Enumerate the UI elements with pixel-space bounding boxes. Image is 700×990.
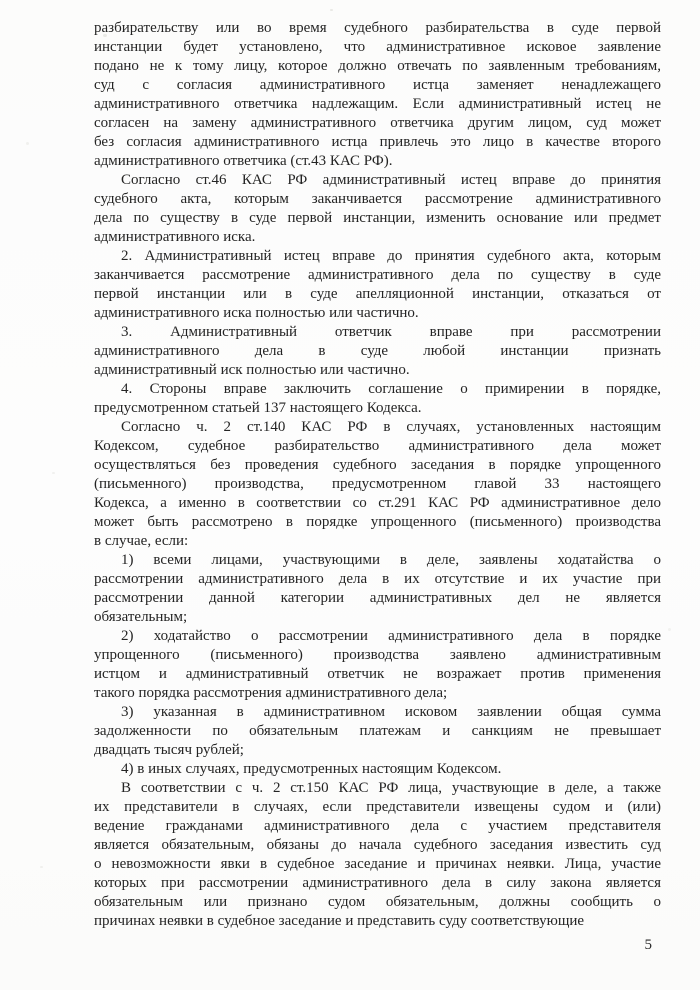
text-line: двадцать тысяч рублей; — [94, 742, 244, 758]
text-line: административного ответчика надлежащим. Если административный истец не — [94, 96, 661, 112]
text-line: обязательным; — [94, 609, 188, 625]
paragraph — [94, 19, 661, 171]
text-line: их представители в случаях, если представители извещены судом и (или) — [94, 799, 661, 815]
paragraph — [94, 380, 661, 418]
paragraph — [94, 703, 661, 760]
text-line: обязательным или признано судом обязательным, должны сообщить о — [94, 894, 661, 910]
paragraph — [94, 627, 661, 703]
document-text-block — [94, 19, 661, 931]
scan-speckle — [40, 866, 43, 868]
paragraph — [94, 551, 661, 627]
paragraph — [94, 171, 661, 247]
text-line: которых при рассмотрении административного дела в силу закона является — [94, 875, 661, 891]
text-line: В соответствии с ч. 2 ст.150 КАС РФ лица, участвующие в деле, а также — [121, 780, 661, 796]
paragraph — [94, 760, 661, 779]
text-line: в случае, если: — [94, 533, 189, 549]
text-line: Согласно ст.46 КАС РФ административный истец вправе до принятия — [121, 172, 661, 188]
paragraph — [94, 418, 661, 551]
text-line: 2. Административный истец вправе до принятия судебного акта, которым — [121, 248, 661, 264]
text-line: административного дела в суде любой инстанции признать — [94, 343, 661, 359]
paragraph — [94, 779, 661, 931]
text-line: осуществляться без проведения судебного заседания в порядке упрощенного — [94, 457, 661, 473]
text-line: без согласия административного истца привлечь это лицо в качестве второго — [94, 134, 661, 150]
text-line: 3. Административный ответчик вправе при рассмотрении — [121, 324, 661, 340]
text-line: административного ответчика (ст.43 КАС РФ). — [94, 153, 393, 169]
text-line: заканчивается рассмотрение административного дела по существу в суде — [94, 267, 661, 283]
text-line: Кодексом, судебное разбирательство административного дела может — [94, 438, 661, 454]
text-line: задолженности по обязательным платежам и санкциям не превышает — [94, 723, 661, 739]
text-line: первой инстанции или в суде апелляционной инстанции, отказаться от — [94, 286, 661, 302]
text-line: административный иск полностью или частично. — [94, 362, 410, 378]
text-line: суд с согласия административного истца заменяет ненадлежащего — [94, 77, 661, 93]
text-line: судебного акта, которым заканчивается рассмотрение административного — [94, 191, 661, 207]
text-line: ведение гражданами административного дела с участием представителя — [94, 818, 661, 834]
paragraph — [94, 247, 661, 323]
text-line: административного иска. — [94, 229, 256, 245]
scan-speckle — [330, 9, 333, 11]
text-line: упрощенного (письменного) производства заявлено административным — [94, 647, 661, 663]
text-line: подано не к тому лицу, которое должно отвечать по заявленным требованиям, — [94, 58, 661, 74]
text-line: 2) ходатайство о рассмотрении административного дела в порядке — [121, 628, 661, 644]
text-line: 3) указанная в административном исковом заявлении общая сумма — [121, 704, 661, 720]
text-line: административного иска полностью или частично. — [94, 305, 419, 321]
text-line: о невозможности явки в судебное заседание и причинах неявки. Лица, участие — [94, 856, 661, 872]
scan-speckle — [668, 628, 671, 631]
page-number: 5 — [644, 937, 652, 953]
text-line: 4. Стороны вправе заключить соглашение о примирении в порядке, — [121, 381, 661, 397]
scan-speckle — [52, 472, 55, 474]
text-line: рассмотрении административного дела в их отсутствие и их участие при — [94, 571, 661, 587]
text-line: является обязательным, обязаны до начала судебного заседания известить суд — [94, 837, 661, 853]
text-line: инстанции будет установлено, что административное исковое заявление — [94, 39, 661, 55]
text-line: разбирательству или во время судебного разбирательства в суде первой — [94, 20, 661, 36]
text-line: Согласно ч. 2 ст.140 КАС РФ в случаях, установленных настоящим — [121, 419, 661, 435]
text-line: истцом и административный ответчик не возражает против применения — [94, 666, 661, 682]
text-line: 1) всеми лицами, участвующими в деле, заявлены ходатайства о — [121, 552, 661, 568]
text-line: может быть рассмотрено в порядке упрощенного (письменного) производства — [94, 514, 661, 530]
text-line: Кодекса, а именно в соответствии со ст.291 КАС РФ административное дело — [94, 495, 661, 511]
text-line: предусмотренном статьей 137 настоящего Кодекса. — [94, 400, 422, 416]
text-line: причинах неявки в судебное заседание и представить суду соответствующие — [94, 913, 585, 929]
text-line: рассмотрении данной категории административных дел не является — [94, 590, 661, 606]
scan-speckle — [26, 142, 29, 145]
text-line: 4) в иных случаях, предусмотренных настоящим Кодексом. — [121, 761, 502, 777]
paragraph — [94, 323, 661, 380]
text-line: такого порядка рассмотрения административного дела; — [94, 685, 448, 701]
text-line: (письменного) производства, предусмотренном главой 33 настоящего — [94, 476, 661, 492]
text-line: согласен на замену административного ответчика другим лицом, суд может — [94, 115, 661, 131]
text-line: дела по существу в суде первой инстанции, изменить основание или предмет — [94, 210, 661, 226]
